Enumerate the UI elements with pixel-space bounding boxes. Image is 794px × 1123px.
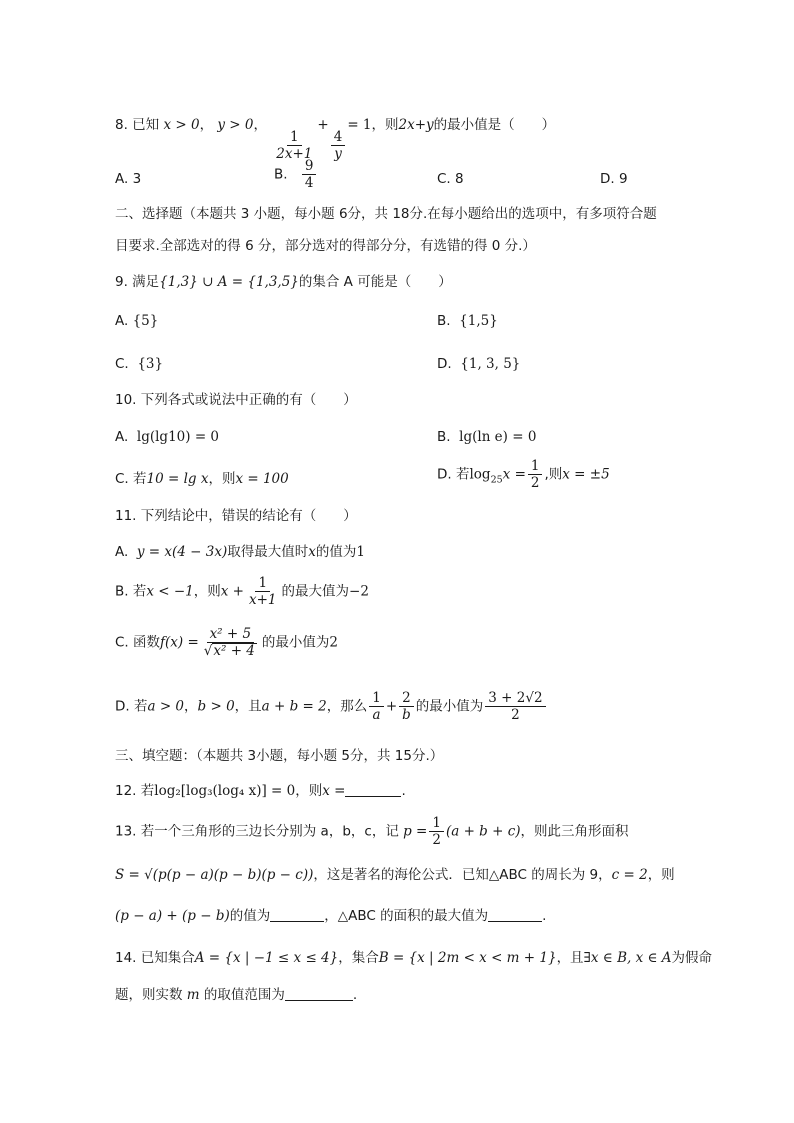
q10-option-a: A. lg(lg10) = 0	[115, 429, 220, 445]
question-13-line-1: 13. 若一个三角形的三边长分别为 a，b，c，记 p = $\frac{1}{2}$ (a + b + c)，则此三角形面积	[115, 815, 629, 848]
q11-option-b: B. 若x < −1，则x + $\frac{1}{x+1}$ 的最大值为−2	[115, 575, 369, 608]
section-2-heading-line1: 二、选择题（本题共 3 小题，每小题 6分，共 18分.在每小题给出的选项中，有多项符合题	[115, 206, 657, 222]
q11-option-c: C. 函数f(x) = $\frac{\text{x² + 5}}{\text{√x² + 4}}$ 的最小值为2	[115, 626, 338, 659]
q8-stem-prefix: 8. 已知	[115, 117, 160, 133]
question-11-stem: 11. 下列结论中，错误的结论有（ ）	[115, 508, 357, 524]
question-8-stem: 8. 已知 x > 0， y > 0， $\frac{1}{2x+1}$ + $\frac{4}{y}$ = 1，则2x+y的最小值是（ ）	[115, 117, 556, 162]
q9-option-c: C. {3}	[115, 356, 164, 372]
question-14-line-1: 14. 已知集合A = {x | −1 ≤ x ≤ 4}，集合B = {x | 2m < x < m + 1}，且∃x ∈ B, x ∈ A为假命	[115, 950, 713, 966]
q11-option-a: A. y = x(4 − 3x)取得最大值时x的值为1	[115, 544, 365, 560]
q10-d-fraction: $\frac{1}{2}$	[528, 458, 543, 491]
question-9-stem: 9. 满足{1,3} ∪ A = {1,3,5}的集合 A 可能是（ ）	[115, 274, 452, 290]
q13-answer-blank-2[interactable]	[488, 909, 542, 922]
q13-half-fraction: $\frac{1}{2}$	[429, 815, 444, 848]
q8-condition-y: y > 0	[217, 117, 254, 133]
q8-option-c: C. 8	[437, 171, 464, 187]
q8-option-b: B. $\frac{9}{4}$	[274, 158, 318, 191]
q9-set-expression: {1,3} ∪ A = {1,3,5}	[159, 274, 299, 290]
q10-option-c: C. 若10 = lg x，则x = 100	[115, 471, 289, 487]
q13-answer-blank-1[interactable]	[270, 909, 324, 922]
q12-expression: log₂[log₃(log₄ x)] = 0	[154, 783, 296, 799]
heron-formula: S = √(p(p − a)(p − b)(p − c))	[115, 867, 314, 883]
q11-option-d: D. 若a > 0，b > 0，且a + b = 2，那么 $\frac{1}{a}$ + $\frac{2}{b}$ 的最小值为 $\frac{3 + 2√2}{2}$	[115, 690, 548, 723]
section-2-heading-line2: 目要求.全部选对的得 6 分，部分选对的得部分分，有选错的得 0 分.）	[115, 238, 536, 254]
q9-option-b: B. {1,5}	[437, 313, 498, 329]
q11-c-fraction: $\frac{\text{x² + 5}}{\text{√x² + 4}}$	[203, 626, 255, 659]
q8-option-d: D. 9	[600, 171, 628, 187]
q11-d-fraction-1: $\frac{1}{a}$	[369, 690, 384, 723]
q9-option-a: A. {5}	[115, 313, 159, 329]
q10-option-b: B. lg(ln e) = 0	[437, 429, 537, 445]
q10-option-d: D. 若$\log_{25}x$ = $\frac{1}{2}$ ,则x = ±5	[437, 458, 610, 491]
q8-fraction-2: $\frac{4}{y}$	[331, 129, 346, 162]
question-13-line-3: (p − a) + (p − b)的值为 ，△ABC 的面积的最大值为 .	[115, 908, 547, 924]
question-10-stem: 10. 下列各式或说法中正确的有（ ）	[115, 392, 357, 408]
q12-answer-blank[interactable]	[345, 784, 401, 797]
question-12: 12. 若log₂[log₃(log₄ x)] = 0，则x = .	[115, 783, 406, 799]
q8-fraction-1: $\frac{1}{2x+1}$	[276, 129, 313, 162]
section-3-heading: 三、填空题：（本题共 3小题，每小题 5分，共 15分.）	[115, 748, 444, 764]
q11-d-fraction-2: $\frac{2}{b}$	[399, 690, 414, 723]
q14-answer-blank[interactable]	[285, 988, 353, 1001]
q9-option-d: D. {1, 3, 5}	[437, 356, 521, 372]
q11-d-result-fraction: $\frac{3 + 2√2}{2}$	[485, 690, 545, 723]
q8-target-expression: 2x+y	[398, 117, 434, 133]
q11-b-fraction: $\frac{1}{x+1}$	[249, 575, 277, 608]
question-13-line-2: S = √(p(p − a)(p − b)(p − c))，这是著名的海伦公式．已知△ABC 的周长为 9，c = 2，则	[115, 867, 675, 883]
question-14-line-2: 题，则实数 m 的取值范围为 .	[115, 987, 358, 1003]
q14-proposition: ∃x ∈ B, x ∈ A	[583, 950, 672, 966]
q8-option-a: A. 3	[115, 171, 142, 187]
q8-equals: = 1	[347, 117, 372, 133]
q14-set-b: B = {x | 2m < x < m + 1}	[378, 950, 557, 966]
q8-mid-text: ，则	[371, 117, 399, 133]
q8-stem-suffix: 的最小值是（ ）	[433, 117, 556, 133]
q8-option-b-fraction: $\frac{9}{4}$	[302, 158, 317, 191]
q14-set-a: A = {x | −1 ≤ x ≤ 4}	[194, 950, 339, 966]
q8-condition-x: x > 0	[163, 117, 200, 133]
